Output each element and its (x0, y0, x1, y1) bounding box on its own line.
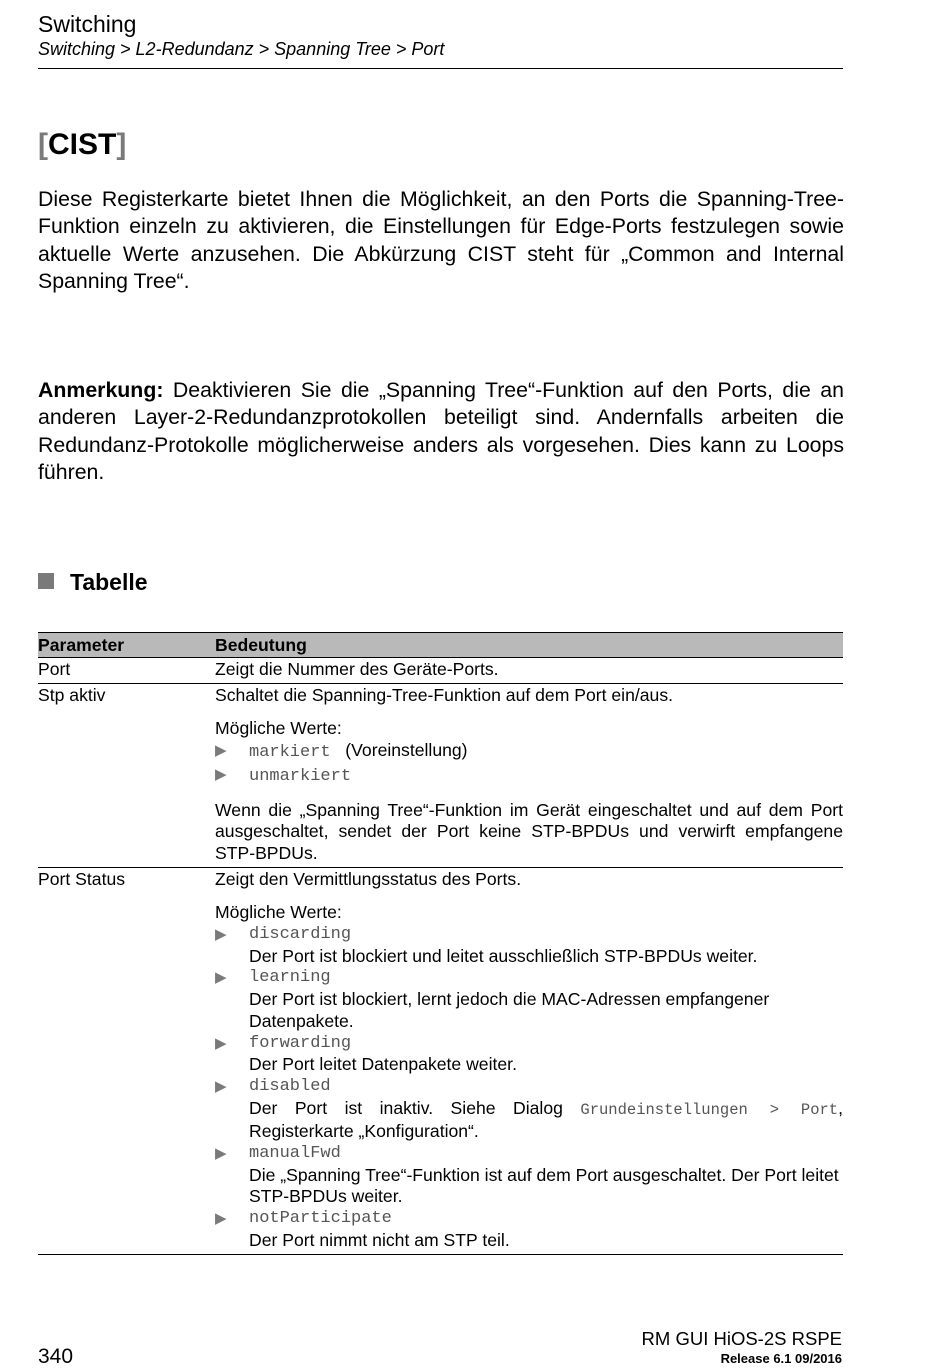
table-row (38, 684, 843, 868)
param-desc: Schaltet die Spanning-Tree-Funktion auf dem Port ein/aus. (215, 684, 674, 705)
list-item (215, 740, 843, 764)
value-desc-pre: Der Port ist inaktiv. Siehe Dialog (249, 1097, 581, 1118)
list-item (215, 1033, 843, 1076)
triangle-right-icon: ▶ (215, 765, 227, 783)
triangle-right-icon: ▶ (215, 1210, 227, 1228)
triangle-right-icon: ▶ (215, 1077, 227, 1095)
param-name: Stp aktiv (38, 684, 106, 705)
section-title (38, 126, 126, 164)
list-item (215, 1143, 843, 1208)
values-label: Mögliche Werte: (215, 718, 342, 739)
value-code: forwarding (249, 1033, 352, 1053)
param-desc: Zeigt die Nummer des Geräte-Ports. (215, 659, 499, 679)
breadcrumb: Switching > L2-Redundanz > Spanning Tree > Port (38, 39, 445, 59)
value-code: manualFwd (249, 1144, 341, 1164)
value-code: markiert (249, 743, 331, 763)
document-title: RM GUI HiOS-2S RSPE (641, 1328, 842, 1349)
bracket-open: [ (38, 128, 48, 161)
table-row (38, 868, 843, 1255)
value-desc: Der Port nimmt nicht am STP teil. (249, 1229, 510, 1250)
triangle-right-icon: ▶ (215, 742, 227, 760)
intro-paragraph: Diese Registerkarte bietet Ihnen die Möglichkeit, an den Ports die Spanning-Tree-Funktion einzeln zu aktivieren, die Einstellungen für Edge-Ports festzulegen sowie aktuelle Werte anzusehen. Die Abkürzung CIST steht für „Common and Internal Spanning Tree“. (38, 187, 844, 293)
note-label: Anmerkung: (38, 378, 164, 402)
value-desc: Der Port ist blockiert, lernt jedoch die MAC-Adressen empfangener Datenpakete. (249, 989, 770, 1031)
dialog-path-code: Grundeinstellungen > Port (580, 1100, 839, 1119)
triangle-right-icon: ▶ (215, 969, 227, 987)
value-code: disabled (249, 1076, 331, 1096)
bracket-close: ] (116, 128, 127, 161)
list-item (215, 1208, 843, 1251)
value-desc-post: , Registerkarte „Konfiguration“. (249, 1097, 843, 1142)
triangle-right-icon: ▶ (215, 926, 227, 944)
value-code: discarding (249, 925, 352, 945)
subsection-title-text: Tabelle (70, 569, 148, 595)
subsection-title (38, 567, 148, 597)
note-paragraph (38, 377, 844, 486)
value-desc: Der Port leitet Datenpakete weiter. (249, 1054, 517, 1075)
header-parameter: Parameter (38, 635, 125, 655)
list-item (215, 924, 843, 967)
table-row (38, 658, 843, 684)
square-icon (38, 573, 54, 589)
list-item (215, 967, 843, 1032)
note-text: Deaktivieren Sie die „Spanning Tree“-Funktion auf den Ports, die an anderen Layer-2-Redundanzprotokollen beteiligt sind. Andernfalls arbeiten die Redundanz-Protokolle möglicherweise anders als vorgesehen. Dies kann zu Loops führen. (38, 378, 844, 484)
triangle-right-icon: ▶ (215, 1145, 227, 1163)
header-divider (38, 68, 843, 69)
value-desc: Die „Spanning Tree“-Funktion ist auf dem Port ausgeschaltet. Der Port leitet STP-BPDUs weiter. (249, 1164, 839, 1207)
param-name: Port Status (38, 868, 126, 889)
release-info: Release 6.1 09/2016 (720, 1351, 842, 1366)
triangle-right-icon: ▶ (215, 1034, 227, 1052)
list-item (215, 1076, 843, 1143)
page-number: 340 (38, 1345, 74, 1368)
value-desc (249, 1098, 843, 1143)
header-meaning: Bedeutung (215, 635, 307, 655)
list-item (215, 764, 843, 788)
table-header (38, 632, 843, 658)
chapter-title: Switching (38, 11, 137, 37)
value-code: unmarkiert (249, 766, 352, 786)
value-desc: Der Port ist blockiert und leitet ausschließlich STP-BPDUs weiter. (249, 945, 758, 966)
param-name: Port (38, 659, 71, 679)
parameter-table (38, 632, 843, 1255)
param-extra: Wenn die „Spanning Tree“-Funktion im Gerät eingeschaltet und auf dem Port ausgeschaltet, sendet der Port keine STP-BPDUs und verwirft empfangene STP-BPDUs. (215, 799, 843, 863)
value-code: learning (249, 968, 331, 988)
param-desc: Zeigt den Vermittlungsstatus des Ports. (215, 868, 522, 889)
values-label: Mögliche Werte: (215, 902, 342, 923)
section-title-text: CIST (48, 128, 117, 161)
value-code: notParticipate (249, 1209, 392, 1229)
value-note: (Voreinstellung) (345, 740, 468, 761)
